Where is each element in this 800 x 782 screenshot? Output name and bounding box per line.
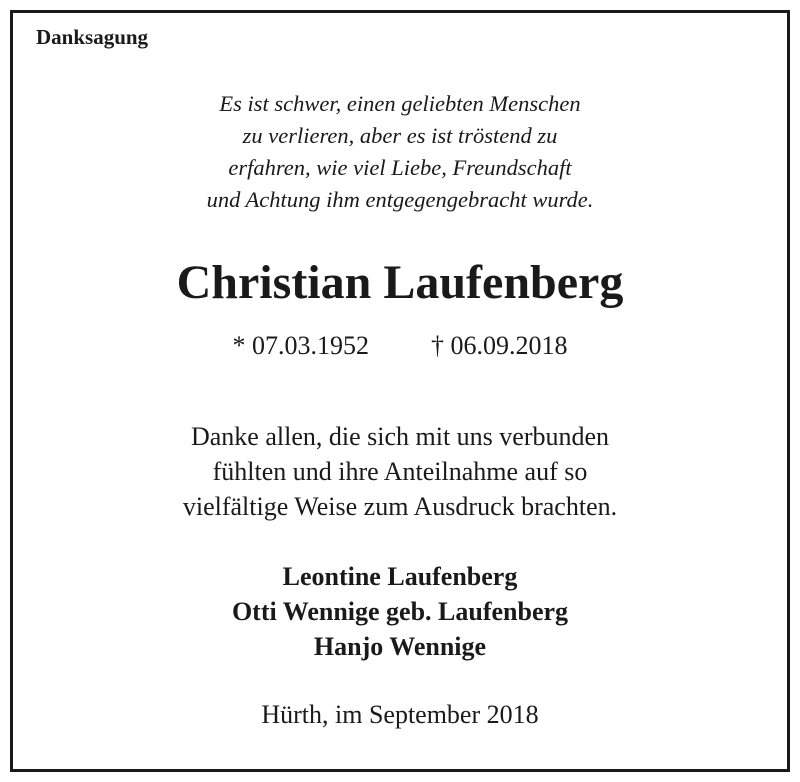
- quote-line: zu verlieren, aber es ist tröstend zu: [242, 123, 558, 148]
- signer-name: Leontine Laufenberg: [282, 562, 518, 591]
- thanks-line: fühlten und ihre Anteilnahme auf so: [212, 457, 588, 486]
- death-date: † 06.09.2018: [431, 331, 568, 360]
- deceased-name: Christian Laufenberg: [176, 256, 624, 309]
- quote-line: und Achtung ihm entgegengebracht wurde.: [206, 187, 594, 212]
- signer-name: Otti Wennige geb. Laufenberg: [231, 597, 569, 626]
- life-dates: [0, 328, 800, 364]
- birth-date: * 07.03.1952: [232, 331, 369, 360]
- signers-list: [0, 559, 800, 664]
- signer-name: Hanjo Wennige: [313, 632, 487, 661]
- thanks-line: Danke allen, die sich mit uns verbunden: [190, 422, 610, 451]
- place-and-date: Hürth, im September 2018: [261, 700, 539, 729]
- thanks-text: [0, 419, 800, 524]
- quote-line: erfahren, wie viel Liebe, Freundschaft: [228, 155, 572, 180]
- thanks-line: vielfältige Weise zum Ausdruck brachten.: [182, 492, 618, 521]
- quote-block: [0, 88, 800, 216]
- quote-line: Es ist schwer, einen geliebten Menschen: [219, 91, 581, 116]
- notice-type-label: Danksagung: [36, 25, 149, 49]
